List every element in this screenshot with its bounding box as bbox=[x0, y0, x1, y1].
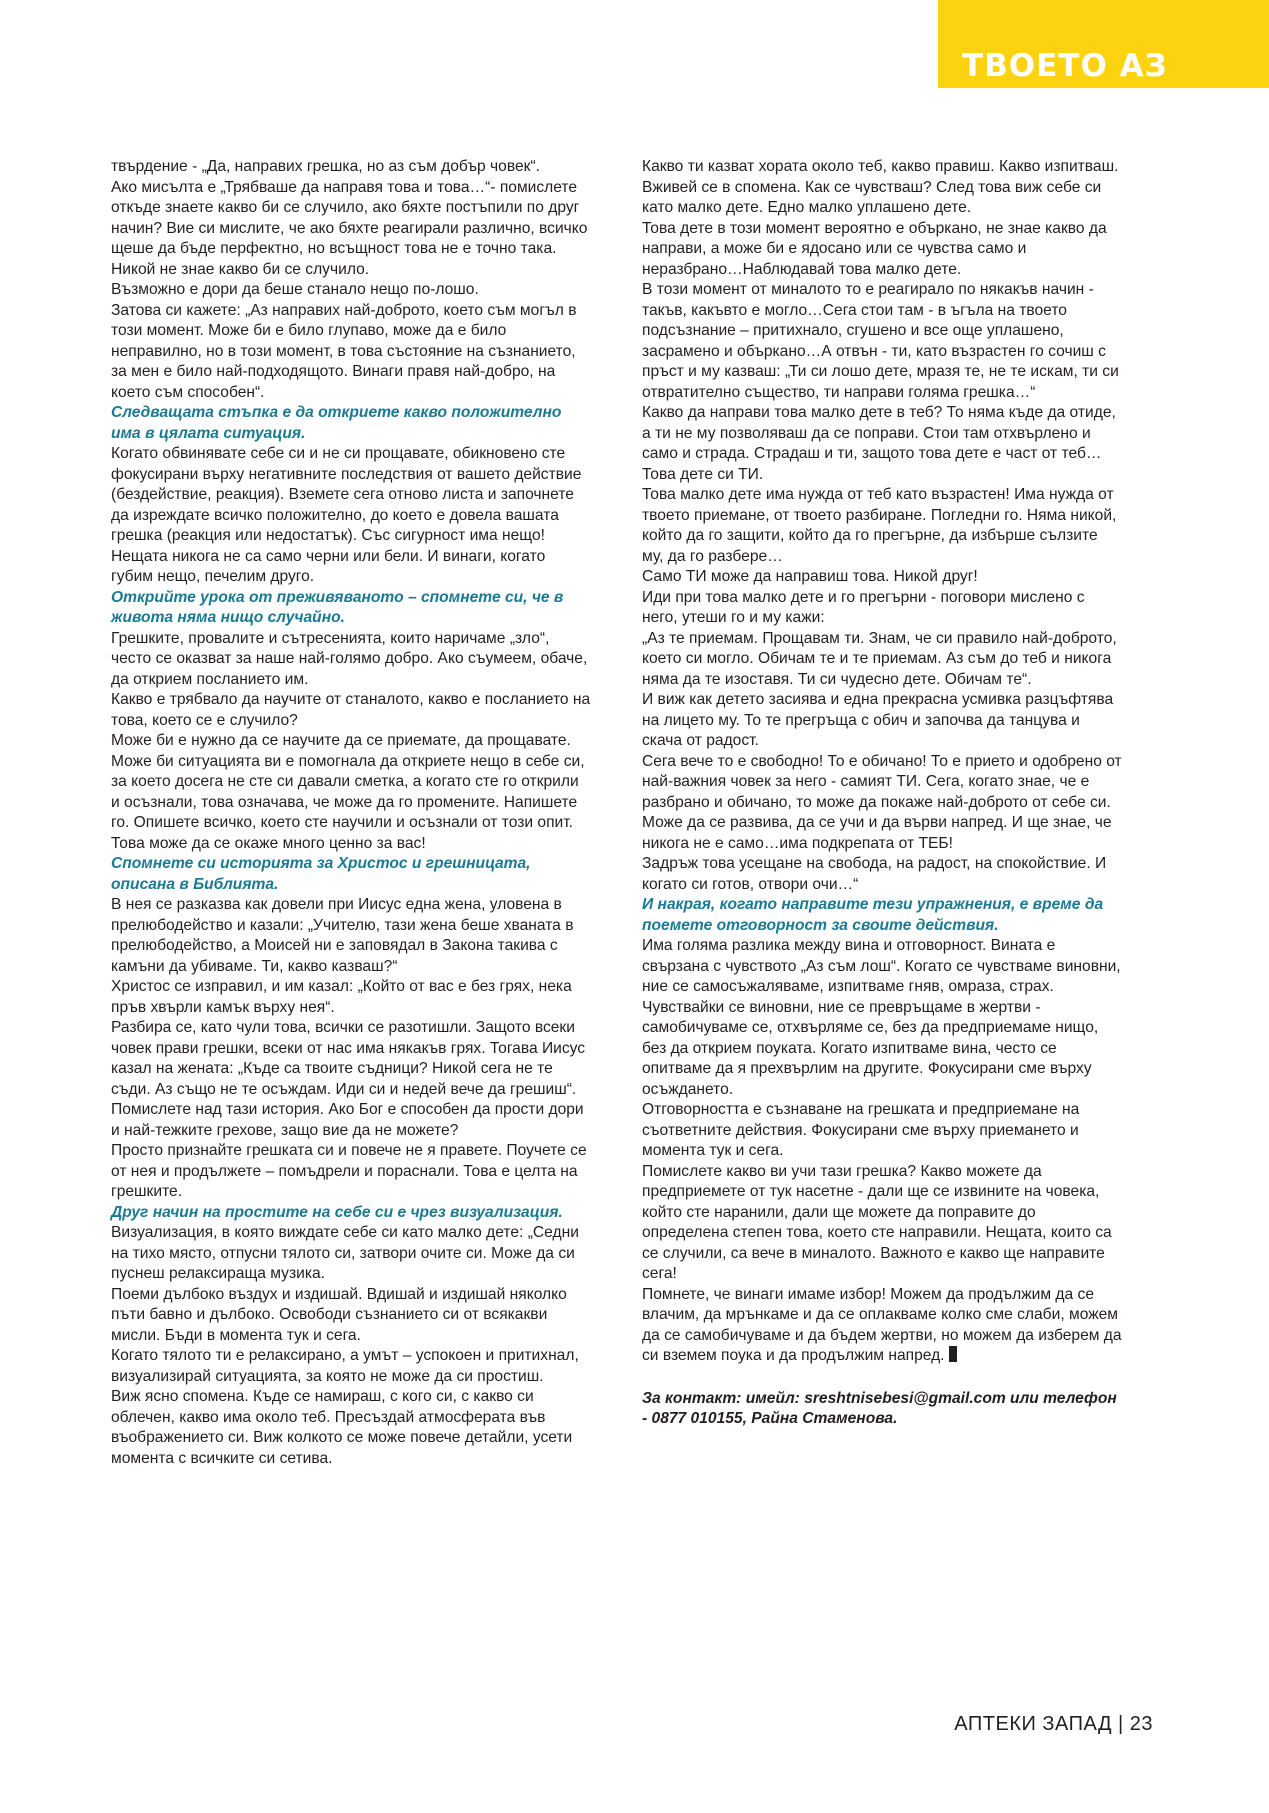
paragraph: Помнете, че винаги имаме избор! Можем да продължим да се влачим, да мрънкаме и да се оплакваме колко сме слаби, можем да се самобичуваме и да бъдем жертви, но можем да изберем да си вземем поука и да продължим напред. bbox=[642, 1285, 1122, 1364]
paragraph: Чувствайки се виновни, ние се превръщаме в жертви - самобичуваме се, отхвърляме се, без да предприемаме нищо, без да открием поуката. Когато изпитваме вина, често се опитваме да я прехвърлим на другите. Фокусирани сме върху осъждането. bbox=[642, 998, 1099, 1098]
article-column-left bbox=[111, 157, 591, 1469]
paragraph: В този момент от миналото то е реагирало по някакъв начин - такъв, какъвто е могло…Сега стои там - в ъгъла на твоето подсъзнание – притихнало, сгушено и все още уплашено, засрамено и объркано…А отвън - ти, като възрастен го сочиш с пръст и му казваш: „Ти си лошо дете, мразя те, не те искам, ти си отвратително същество, ти направи голяма грешка…“ bbox=[642, 281, 1119, 401]
paragraph: Просто признайте грешката си и повече не я правете. Поучете се от нея и продължете – помъдрели и пораснали. Това е целта на грешките. bbox=[111, 1142, 587, 1200]
paragraph: Христос се изправил, и им казал: „Който от вас е без грях, нека пръв хвърли камък върху нея“. bbox=[111, 978, 572, 1016]
paragraph: Какво е трябвало да научите от станалото, какво е посланието на това, което се е случило? bbox=[111, 691, 591, 729]
paragraph: Какво да направи това малко дете в теб? То няма къде да отиде, а ти не му позволяваш да се поправи. Стои там отхвърлено и само и страда. Страдаш и ти, защото това дете е част от теб…Това дете си ТИ. bbox=[642, 404, 1116, 483]
paragraph: Това дете в този момент вероятно е объркано, не знае какво да направи, а може би е ядосано или се чувства само и неразбрано…Наблюдавай това малко дете. bbox=[642, 219, 1107, 278]
end-of-article-mark bbox=[949, 1346, 957, 1362]
paragraph: Възможно е дори да беше станало нещо по-лошо. bbox=[111, 281, 479, 298]
paragraph: „Аз те приемам. Прощавам ти. Знам, че си правило най-доброто, което си могло. Обичам те и те приемам. Аз съм до теб и никога няма да те изоставя. Ти си чудесно дете. Обичам те“. bbox=[642, 629, 1117, 688]
section-subheading: Спомнете си историята за Христос и грешницата, описана в Библията. bbox=[111, 855, 531, 893]
paragraph: Ако мисълта е „Трябваше да направя това и това…“- помислете откъде знаете какво би се случило, ако бяхте постъпили по друг начин? Вие си мислите, че ако бяхте реагирали различно, всичко щеше да бъде перфектно, но всъщност това не е точно така. Никой не знае какво би се случило. bbox=[111, 178, 588, 278]
footer-separator: | bbox=[1118, 1713, 1124, 1735]
paragraph: твърдение - „Да, направих грешка, но аз съм добър човек“. bbox=[111, 158, 540, 175]
magazine-name: АПТЕКИ ЗАПАД bbox=[954, 1713, 1113, 1735]
paragraph: Виж ясно спомена. Къде се намираш, с кого си, с какво си облечен, какво има около теб. Пресъздай атмосферата във въображението си. Виж колкото се може повече детайли, усети момента с всичките си сетива. bbox=[111, 1388, 573, 1467]
paragraph: Затова си кажете: „Аз направих най-доброто, което съм могъл в този момент. Може би е било глупаво, може да е било неправилно, но в този момент, в това състояние на съзнанието, за мен е било най-подходящото. Винаги правя най-добро, на което съм способен“. bbox=[111, 301, 577, 401]
paragraph: Когато тялото ти е релаксирано, а умът – успокоен и притихнал, визуализирай ситуацията, за която не може да си простиш. bbox=[111, 1347, 579, 1385]
paragraph: Помислете над тази история. Ако Бог е способен да прости дори и най-тежките грехове, защо вие да не можете? bbox=[111, 1101, 584, 1139]
paragraph: Визуализация, в която виждате себе си като малко дете: „Седни на тихо място, отпусни тялото си, затвори очите си. Може да си пуснеш релаксираща музика. bbox=[111, 1224, 579, 1282]
section-subheading: Следващата стъпка е да откриете какво положително има в цялата ситуация. bbox=[111, 404, 562, 442]
paragraph: Иди при това малко дете и го прегърни - поговори мислено с него, утеши го и му кажи: bbox=[642, 588, 1085, 626]
paragraph: Само ТИ може да направиш това. Никой друг! bbox=[642, 568, 978, 585]
contact-info: За контакт: имейл: sreshtnisebesi@gmail.com или телефон - 0877 010155, Райна Стаменова. bbox=[642, 1389, 1117, 1427]
paragraph: Може би е нужно да се научите да се приемате, да прощавате. Може би ситуацията ви е помогнала да откриете нещо в себе си, за което досега не сте си давали сметка, а когато сте го открили и осъзнали, това означава, че може да го промените. Напишете го. Опишете всичко, което сте научили и осъзнали от този опит. Това може да се окаже много ценно за вас! bbox=[111, 732, 585, 852]
paragraph: В нея се разказва как довели при Иисус една жена, уловена в прелюбодейство и казали: „Учителю, тази жена беше хваната в прелюбодейство, а Моисей ни е заповядал в Закона такива с камъни да убиваме. Ти, какво казваш?“ bbox=[111, 896, 574, 975]
section-banner bbox=[938, 0, 1269, 88]
paragraph: И виж как детето засиява и една прекрасна усмивка разцъфтява на лицето му. То те прегръща с обич и започва да танцува и скача от радост. bbox=[642, 691, 1114, 749]
section-subheading: Друг начин на простите на себе си е чрез визуализация. bbox=[111, 1203, 563, 1221]
paragraph: Грешките, провалите и сътресенията, които наричаме „зло“, често се оказват за наше най-голямо добро. Ако съумеем, обаче, да открием посланието им. bbox=[111, 629, 588, 688]
paragraph: Когато обвинявате себе си и не си прощавате, обикновено сте фокусирани върху негативните последствия от вашето действие (бездействие, реакция). Вземете сега отново листа и започнете да изреждате всичко положително, до което е довела вашата грешка (реакция или недостатък). Със сигурност има нещо! Нещата никога не са само черни или бели. И винаги, когато губим нещо, печелим друго. bbox=[111, 445, 582, 585]
page-footer bbox=[954, 1713, 1153, 1736]
paragraph: Какво ти казват хората около теб, какво правиш. Какво изпитваш. Вживей се в спомена. Как се чувстваш? След това виж себе си като малко дете. Едно малко уплашено дете. bbox=[642, 158, 1119, 216]
paragraph: Има голяма разлика между вина и отговорност. Вината е свързана с чувството „Аз съм лош“. Когато се чувстваме виновни, ние се самосъжаляваме, изпитваме гняв, омраза, страх. bbox=[642, 937, 1121, 995]
right-paragraphs bbox=[642, 157, 1122, 1367]
section-subheading: Открийте урока от преживяваното – спомнете си, че в живота няма нищо случайно. bbox=[111, 588, 564, 626]
paragraph: Помислете какво ви учи тази грешка? Какво можете да предприемете от тук насетне - дали ще се извините на човека, който сте наранили, дали ще можете да поправите до определена степен това, което сте направили. Нещата, които са се случили, са вече в миналото. Важното е какво ще направите сега! bbox=[642, 1162, 1112, 1282]
paragraph: Сега вече то е свободно! То е обичано! То е прието и одобрено от най-важния човек за него - самият ТИ. Сега, когато знае, че е разбрано и обичано, то може да покаже най-доброто от себе си. Може да се развива, да се учи и да върви напред. И ще знае, че никога не е само…има подкрепата от ТЕБ! bbox=[642, 752, 1122, 852]
article-column-right bbox=[642, 157, 1122, 1430]
paragraph: Отговорността е съзнаване на грешката и предприемане на съответните действия. Фокусирани сме върху приемането и момента тук и сега. bbox=[642, 1101, 1080, 1159]
page-number: 23 bbox=[1129, 1713, 1153, 1735]
paragraph: Поеми дълбоко въздух и издишай. Вдишай и издишай няколко пъти бавно и дълбоко. Освободи съзнанието си от всякакви мисли. Бъди в момента тук и сега. bbox=[111, 1285, 567, 1344]
section-subheading: И накрая, когато направите тези упражнения, е време да поемете отговорност за своите действия. bbox=[642, 896, 1104, 934]
section-title: ТВОЕТО АЗ bbox=[962, 48, 1168, 84]
paragraph: Задръж това усещане на свобода, на радост, на спокойствие. И когато си готов, отвори очи…“ bbox=[642, 855, 1107, 893]
paragraph: Това малко дете има нужда от теб като възрастен! Има нужда от твоето приемане, от твоето разбиране. Погледни го. Няма никой, който да го защити, който да го прегърне, да избърше сълзите му, да го разбере… bbox=[642, 486, 1117, 565]
paragraph: Разбира се, като чули това, всички се разотишли. Защото всеки човек прави грешки, всеки от нас има някакъв грях. Тогава Иисус казал на жената: „Къде са твоите съдници? Никой сега не те съди. Аз също не те осъждам. Иди си и недей вече да грешиш“. bbox=[111, 1019, 586, 1098]
